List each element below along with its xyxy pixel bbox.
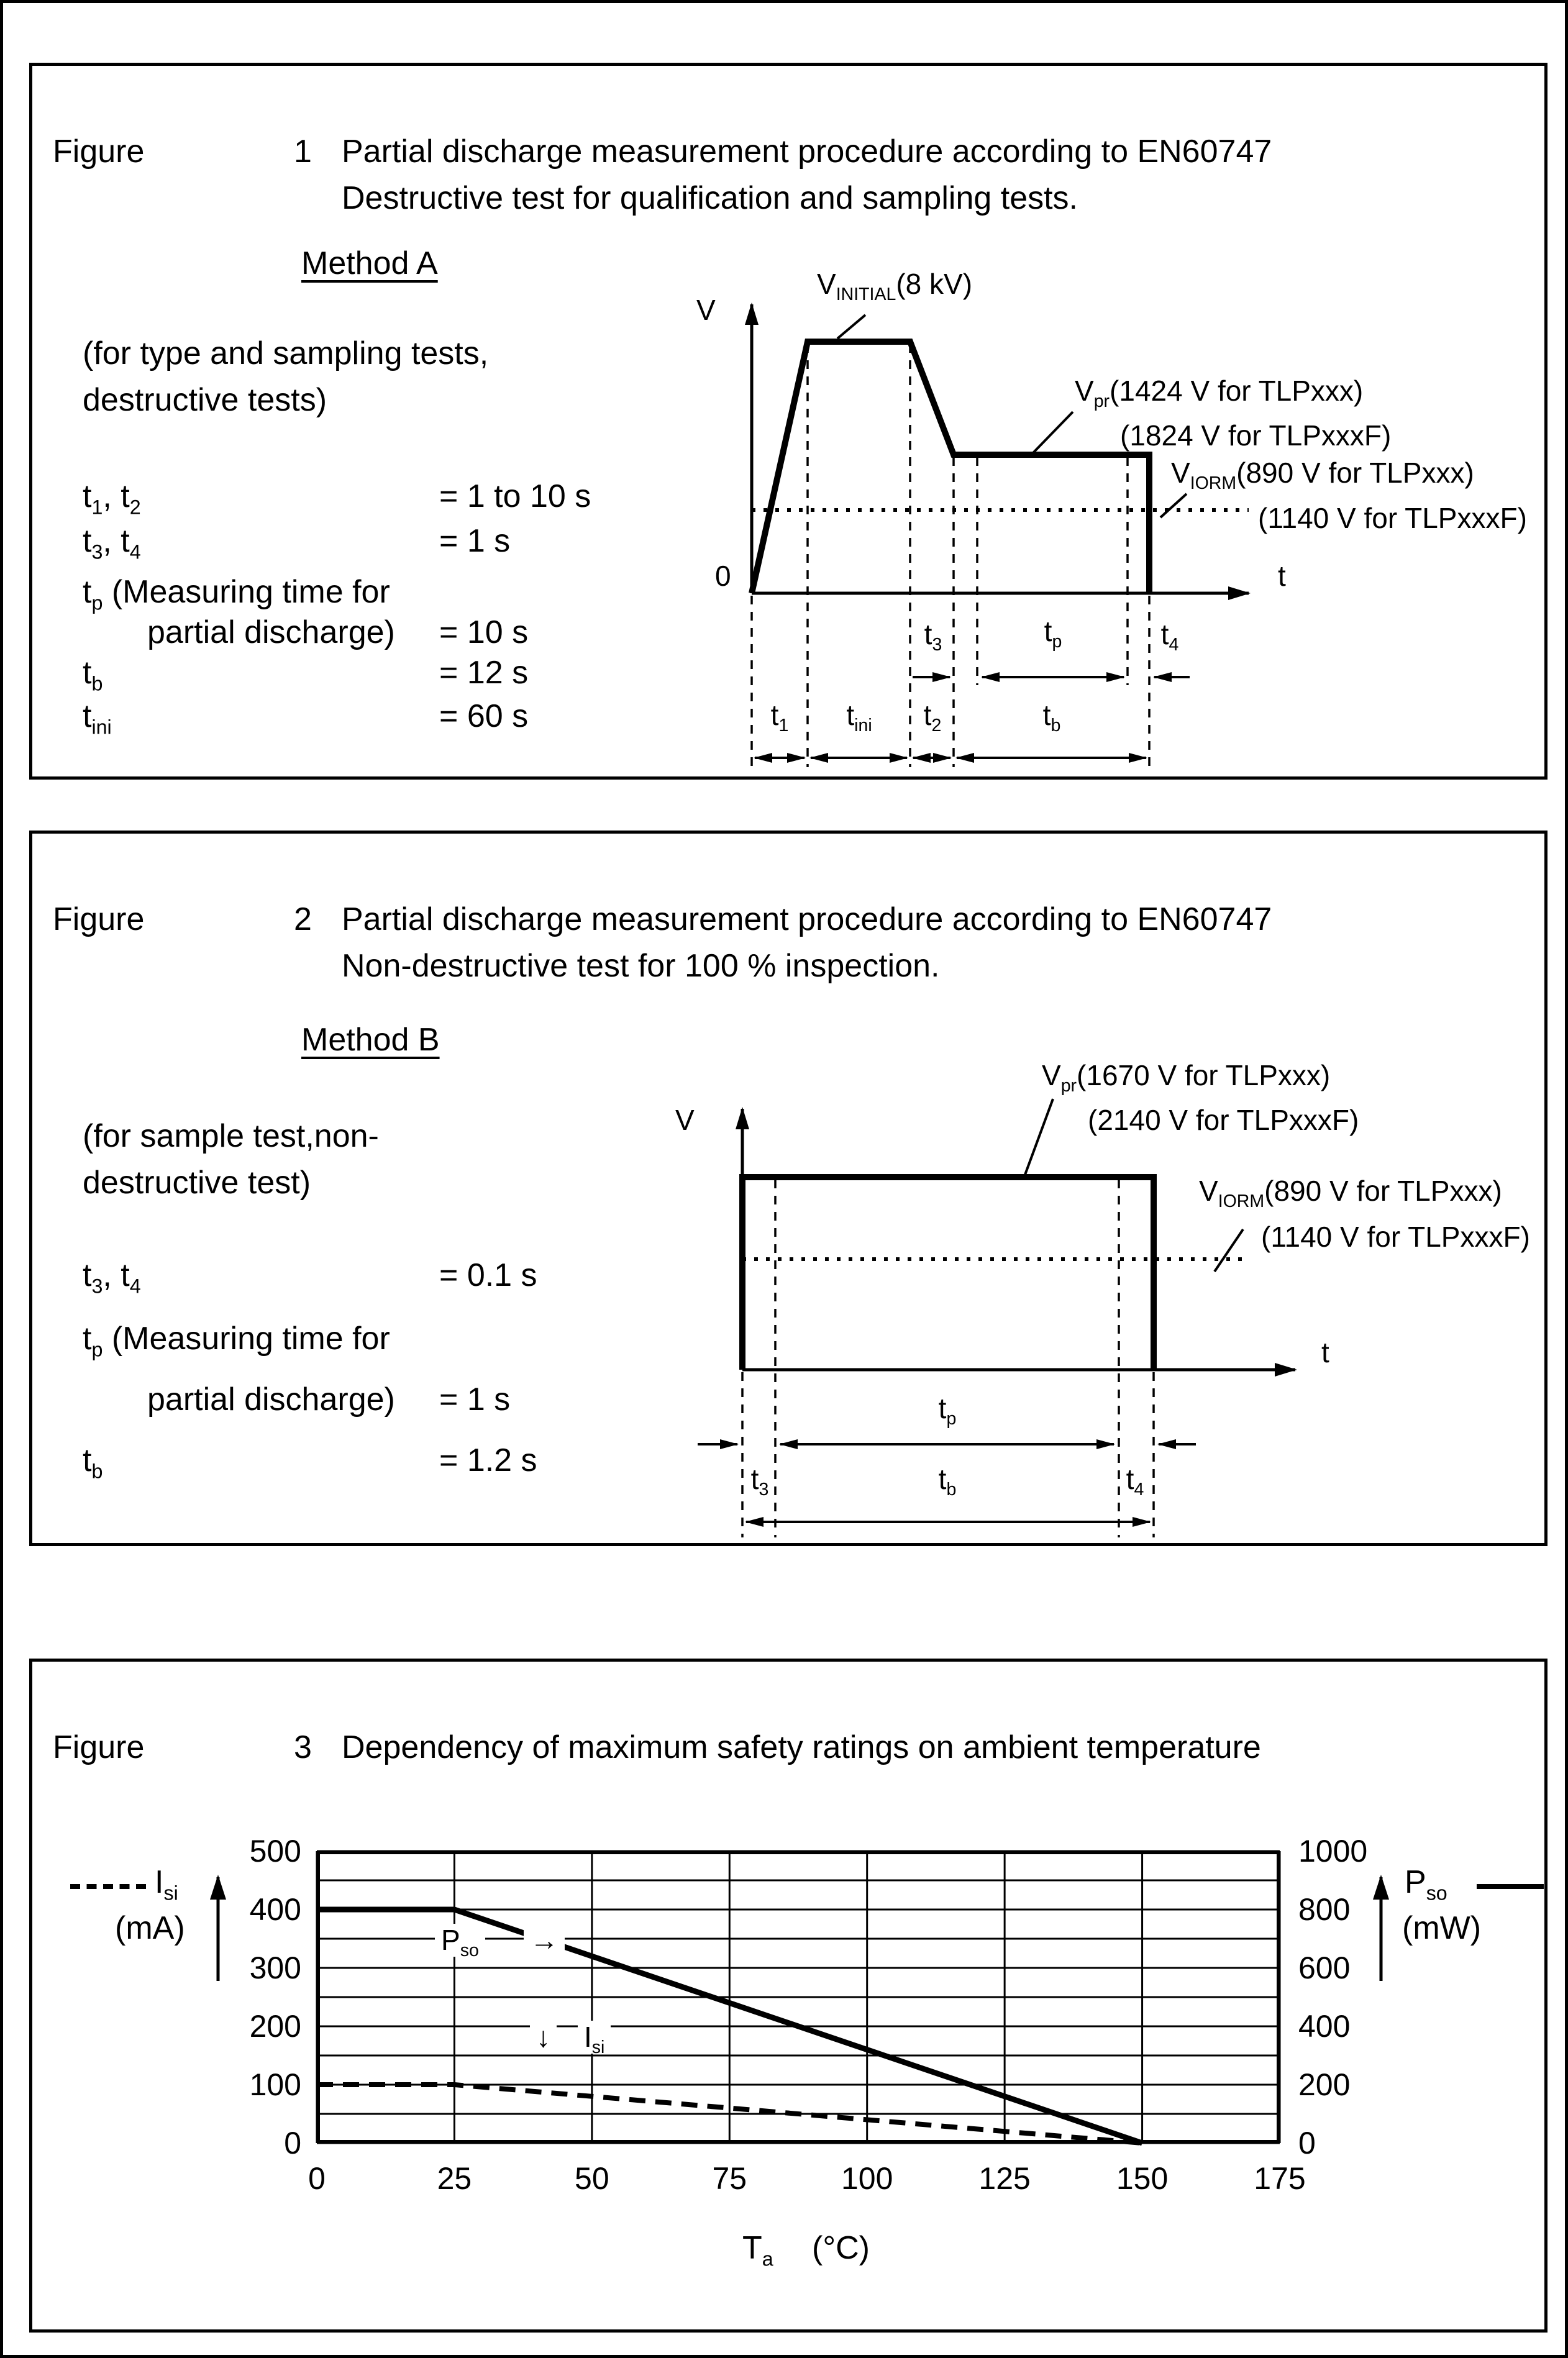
figure2-condition-line2: destructive test): [83, 1165, 311, 1201]
pso-legend-unit: (mW): [1402, 1910, 1482, 1946]
fig1-vpr-label-line1: $V_{pr}(1424$ V for TLPxxx): [1075, 375, 1364, 412]
fig2-tb-label: $t_b$: [938, 1463, 957, 1500]
fig3-right-y-tick-label: 600: [1298, 1951, 1351, 1985]
fig2-voltage-waveform: [742, 1177, 1154, 1370]
pso-curve-arrow-annotation: →: [524, 1924, 565, 1957]
fig1-t4-label: $t_4$: [1160, 618, 1179, 655]
isi-legend-label: $I_{si}$: [155, 1864, 178, 1905]
fig1-tp-label: $t_p$: [1044, 615, 1062, 652]
figure1-condition-line2: destructive tests): [83, 382, 327, 418]
pso-solid-line-sample: [1477, 1884, 1544, 1889]
param-name: $t_b$: [83, 655, 103, 695]
fig2-vpr-label-line2: (2140 V for TLPxxxF): [1088, 1104, 1359, 1136]
param-value: = 1.2 s: [439, 1442, 537, 1478]
param-value: = 1 to 10 s: [439, 478, 591, 514]
fig1-t2-label: $t_2$: [923, 699, 942, 736]
fig3-x-tick-label: 150: [1116, 2161, 1169, 2196]
param-value: = 60 s: [439, 698, 529, 734]
fig3-right-y-tick-label: 800: [1298, 1892, 1351, 1927]
figure1-method-heading: Method A: [301, 245, 438, 281]
fig3-left-y-tick-label: 400: [249, 1892, 301, 1927]
isi-curve-arrow-annotation: ↓: [530, 2021, 557, 2054]
figure2-label: Figure: [53, 901, 145, 937]
x-axis-unit: (°C): [812, 2230, 870, 2266]
figure2-method-heading: Method B: [301, 1022, 440, 1058]
fig1-timing-dashed-guides: [752, 344, 1149, 767]
fig3-left-y-tick-label: 500: [249, 1834, 301, 1869]
fig2-t4-label: $t_4$: [1126, 1463, 1144, 1500]
fig3-x-tick-label: 125: [978, 2161, 1031, 2196]
figure2-title-line2: Non-destructive test for 100 % inspection.: [342, 948, 940, 984]
param-name: $t_b$: [83, 1442, 103, 1483]
fig2-t-axis-label: t: [1321, 1336, 1329, 1368]
fig2-vpr-pointer: [1025, 1099, 1053, 1175]
fig2-viorm-label-line2: (1140 V for TLPxxxF): [1261, 1221, 1530, 1253]
param-name: $t_3$, $t_4$: [83, 1257, 141, 1298]
fig1-vpr-label-line2: (1824 V for TLPxxxF): [1120, 419, 1392, 452]
param-name: $t_p$ (Measuring time for: [83, 1321, 390, 1361]
param-value: = 1 s: [439, 1382, 511, 1418]
fig1-tini-label: $t_{ini}$: [846, 699, 872, 736]
param-value: = 12 s: [439, 655, 529, 691]
fig1-tb-label: $t_b$: [1042, 699, 1061, 736]
fig3-left-y-tick-label: 100: [249, 2067, 301, 2102]
fig1-viorm-label-line1: $V_{IORM}(890$ V for TLPxxx): [1171, 457, 1474, 494]
fig1-t-axis-label: t: [1278, 560, 1286, 592]
fig2-viorm-pointer: [1215, 1229, 1243, 1272]
figure2-title-line1: Partial discharge measurement procedure according to EN60747: [342, 901, 1272, 937]
fig3-right-y-tick-label: 0: [1298, 2126, 1316, 2160]
fig1-viorm-pointer: [1160, 494, 1187, 517]
fig3-x-tick-label: 75: [712, 2161, 747, 2196]
param-name: partial discharge): [147, 1382, 395, 1418]
figure2-condition-line1: (for sample test,non-: [83, 1118, 379, 1154]
fig1-vinitial-pointer: [837, 315, 865, 339]
fig3-x-tick-label: 100: [841, 2161, 893, 2196]
isi-dashed-line-sample: [70, 1884, 146, 1889]
fig2-viorm-label-line1: $V_{IORM}(890$ V for TLPxxx): [1199, 1175, 1502, 1212]
param-name: $t_p$ (Measuring time for: [83, 574, 390, 614]
figure1-label: Figure: [53, 134, 145, 170]
fig3-x-tick-label: 50: [575, 2161, 609, 2196]
fig1-t1-label: $t_1$: [770, 699, 789, 736]
fig3-x-tick-label: 0: [308, 2161, 326, 2196]
param-name: $t_{ini}$: [83, 698, 112, 739]
fig3-x-tick-label: 175: [1254, 2161, 1306, 2196]
fig3-right-y-tick-label: 200: [1298, 2067, 1351, 2102]
fig2-vpr-label-line1: $V_{pr}(1670$ V for TLPxxx): [1042, 1059, 1331, 1096]
fig2-tp-label: $t_p$: [938, 1392, 957, 1429]
pso-legend-label: $P_{so}$: [1405, 1864, 1447, 1905]
figure2-number: 2: [294, 901, 312, 937]
fig3-x-tick-label: 25: [437, 2161, 472, 2196]
isi-legend-unit: (mA): [115, 1910, 185, 1946]
pso-curve-annotation: $P_{so}$: [435, 1924, 485, 1957]
fig1-dimension-arrows: [755, 677, 1190, 758]
figure1-condition-line1: (for type and sampling tests,: [83, 335, 489, 371]
fig3-right-y-tick-label: 1000: [1298, 1834, 1368, 1869]
fig3-right-y-tick-label: 400: [1298, 2009, 1351, 2044]
fig1-viorm-label-line2: (1140 V for TLPxxxF): [1258, 502, 1527, 534]
figure3-label: Figure: [53, 1729, 145, 1765]
fig3-left-y-tick-label: 200: [249, 2009, 301, 2044]
param-name: $t_3$, $t_4$: [83, 523, 141, 563]
fig3-derating-chart: [317, 1851, 1280, 2143]
figure3-number: 3: [294, 1729, 312, 1765]
fig1-vpr-pointer: [1032, 412, 1073, 453]
x-axis-title: $T_a$: [742, 2230, 773, 2270]
fig2-v-axis-label: V: [675, 1104, 695, 1136]
isi-curve-annotation: $I_{si}$: [578, 2021, 611, 2054]
fig1-v-axis-label: V: [696, 294, 716, 326]
param-value: = 10 s: [439, 614, 529, 650]
fig3-left-y-tick-label: 0: [284, 2126, 301, 2160]
fig1-t3-label: $t_3$: [924, 618, 942, 655]
param-value: = 1 s: [439, 523, 511, 559]
fig2-t3-label: $t_3$: [750, 1463, 769, 1500]
figure1-title-line1: Partial discharge measurement procedure according to EN60747: [342, 134, 1272, 170]
fig3-left-y-tick-label: 300: [249, 1951, 301, 1985]
param-name: $t_1$, $t_2$: [83, 478, 141, 519]
figure3-title: Dependency of maximum safety ratings on ambient temperature: [342, 1729, 1261, 1765]
figure1-title-line2: Destructive test for qualification and sampling tests.: [342, 180, 1078, 216]
fig1-origin-label: 0: [715, 560, 731, 592]
param-value: = 0.1 s: [439, 1257, 537, 1293]
figure1-number: 1: [294, 134, 312, 170]
param-name: partial discharge): [147, 614, 395, 650]
fig1-vinitial-label: $V_{INITIAL}(8$ kV): [817, 268, 973, 305]
